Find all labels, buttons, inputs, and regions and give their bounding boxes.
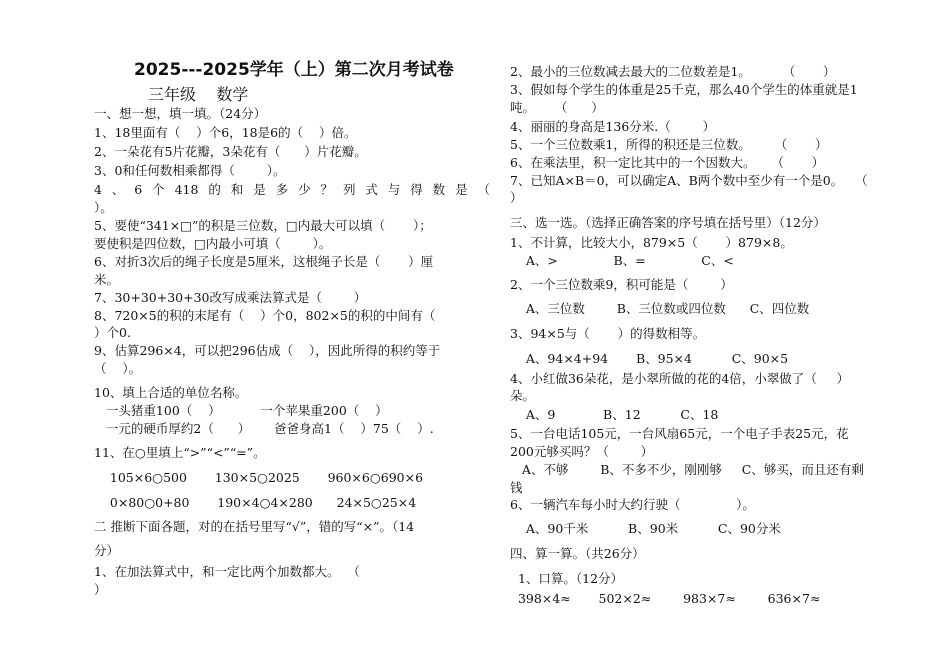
question-line: 105×6○500 130×5○2025 960×6○690×6	[94, 470, 424, 485]
question-line: ）	[510, 190, 523, 205]
question-line: 3、0和任何数相乘都得（ ）。	[94, 163, 286, 178]
question-line: 一元的硬币厚约2（ ） 爸爸身高1（ ）75（ ）.	[94, 421, 434, 436]
question-line: 0×80○0+80 190×4○4×280 24×5○25×4	[94, 495, 417, 510]
option-line: A、90千米 B、90米 C、90分米	[510, 521, 781, 536]
question-line: 5、一个三位数乘1，所得的积还是三位数。 （ ）	[510, 137, 828, 152]
question-line: 5、要使“341×□”的积是三位数，□内最大可以填（ ）；	[94, 218, 432, 233]
question-line: ）	[94, 582, 107, 597]
question-line: 6、一辆汽车每小时大约行驶（ ）。	[510, 497, 755, 512]
question-line: ）个0.	[94, 325, 131, 340]
question-line: 200元够买吗？（ ）	[510, 444, 654, 459]
question-line: 要使积是四位数，□内最小可填（ ）。	[94, 236, 332, 251]
question-line: 10、填上合适的单位名称。	[94, 385, 248, 400]
question-line: 4、丽丽的身高是136分米.（ ）	[510, 119, 716, 134]
question-line: 米。	[94, 272, 120, 287]
question-line: 2、一朵花有5片花瓣，3朵花有（ ）片花瓣。	[94, 144, 367, 159]
question-line: 分）	[94, 543, 120, 558]
question-line: 3、假如每个学生的体重是25千克，那么40个学生的体重就是1	[510, 82, 858, 97]
question-line: 6、对折3次后的绳子长度是5厘米，这根绳子长是（ ）厘	[94, 254, 434, 269]
question-line: 3、94×5与（ ）的得数相等。	[510, 326, 706, 341]
exam-title: 2025---2025学年（上）第二次月考试卷	[134, 60, 454, 80]
option-line: A、三位数 B、三位数或四位数 C、四位数	[510, 301, 810, 316]
section-3-heading: 三、选一选。（选择正确答案的序号填在括号里）（12分）	[510, 215, 826, 230]
option-line: A、94×4+94 B、95×4 C、90×5	[510, 351, 789, 366]
question-line: 8、720×5的积的末尾有（ ）个0，802×5的积的中间有（	[94, 308, 436, 323]
calc-line: 398×4≈ 502×2≈ 983×7≈ 636×7≈	[510, 591, 821, 606]
question-line: 1、18里面有（ ）个6，18是6的（ ）倍。	[94, 125, 357, 140]
question-line: 朵。	[510, 388, 536, 403]
option-line: A、不够 B、不多不少，刚刚够 C、够买，而且还有剩	[510, 462, 864, 477]
question-line: 7、30+30+30+30改写成乘法算式是（ ）	[94, 290, 367, 305]
section-4-heading: 四、算一算。（共26分）	[510, 546, 645, 561]
question-line: 7、已知A×B＝0，可以确定A、B两个数中至少有一个是0。 （	[510, 173, 868, 188]
option-line: A、9 B、12 C、18	[510, 407, 719, 422]
question-line: 4、6个418的和是多少？列式与得数是（	[94, 182, 490, 197]
section-1-heading: 一、想一想，填一填。（24分）	[94, 106, 267, 121]
question-line: 1、不计算，比较大小，879×5（ ）879×8。	[510, 235, 793, 250]
question-line: 4、小红做36朵花，是小翠所做的花的4倍，小翠做了（ ）	[510, 371, 850, 386]
question-line: 吨。 （ ）	[510, 100, 604, 115]
option-line: A、> B、= C、<	[510, 253, 734, 268]
question-line: 6、在乘法里，积一定比其中的一个因数大。 （ ）	[510, 155, 825, 170]
exam-subtitle: 三年级 数学	[148, 85, 249, 104]
subsection-heading: 1、口算。（12分）	[510, 571, 624, 586]
question-line: 1、在加法算式中，和一定比两个加数都大。 （	[94, 564, 360, 579]
question-line: ）。	[94, 200, 113, 215]
question-line: 5、一台电话105元，一台风扇65元，一个电子手表25元，花	[510, 426, 849, 441]
question-line: 一头猪重100（ ） 一个苹果重200（ ）	[94, 403, 388, 418]
question-line: 2、一个三位数乘9，积可能是（ ）	[510, 277, 733, 292]
option-line: 钱	[510, 480, 523, 495]
question-line: 11、在○里填上“>”“<”“=”。	[94, 445, 266, 460]
question-line: 9、估算296×4，可以把296估成（ ），因此所得的积约等于	[94, 343, 441, 358]
section-2-heading: 二 推断下面各题，对的在括号里写“√”，错的写“×”。（14	[94, 519, 415, 534]
question-line: 2、最小的三位数减去最大的二位数差是1。 （ ）	[510, 64, 836, 79]
question-line: （ ）。	[94, 361, 142, 376]
